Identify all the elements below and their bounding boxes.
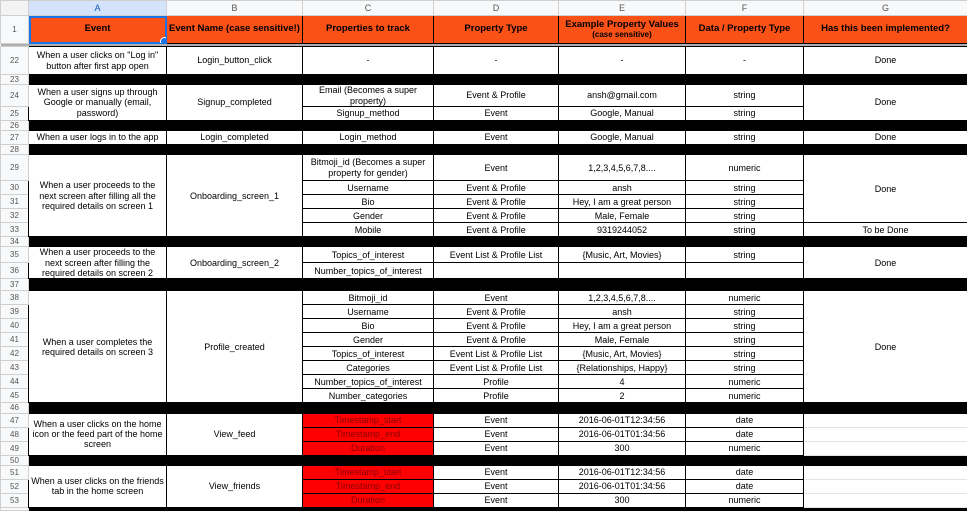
row-header-32[interactable]: 32	[1, 209, 29, 223]
cell-D39[interactable]: Event & Profile	[434, 305, 559, 319]
cell-E27[interactable]: Google, Manual	[559, 131, 686, 145]
cell-E24[interactable]: ansh@gmail.com	[559, 85, 686, 107]
row-header-48[interactable]: 48	[1, 427, 29, 441]
cell-B22[interactable]: Login_button_click	[167, 47, 303, 75]
header-cell-E[interactable]	[559, 16, 686, 44]
cell-C47[interactable]: Timestamp_start	[303, 413, 434, 427]
table-row	[1, 237, 967, 247]
row-header-36[interactable]: 36	[1, 263, 29, 279]
cell-C30[interactable]: Username	[303, 181, 434, 195]
cell-E31[interactable]: Hey, I am a great person	[559, 195, 686, 209]
cell-E38[interactable]: 1,2,3,4,5,6,7,8....	[559, 291, 686, 305]
column-header-C[interactable]: C	[303, 1, 434, 16]
cell-D45[interactable]: Profile	[434, 389, 559, 403]
cell-D25[interactable]: Event	[434, 106, 559, 120]
cell-C42[interactable]: Topics_of_interest	[303, 347, 434, 361]
cell-D40[interactable]: Event & Profile	[434, 319, 559, 333]
cell-B47[interactable]: View_feed	[167, 413, 303, 455]
header-cell-label: Property Type	[464, 23, 527, 34]
cell-F45[interactable]: numeric	[686, 389, 804, 403]
cell-F39[interactable]: string	[686, 305, 804, 319]
header-cell-label: Data / Property Type	[699, 23, 791, 34]
cell-D33[interactable]: Event & Profile	[434, 223, 559, 237]
column-header-F[interactable]: F	[686, 1, 804, 16]
row-header-23[interactable]: 23	[1, 75, 29, 85]
cell-A47[interactable]: When a user clicks on the home icon or the feed part of the home screen	[29, 413, 167, 455]
row-header-33[interactable]: 33	[1, 223, 29, 237]
cell-C25[interactable]: Signup_method	[303, 106, 434, 120]
cell-F44[interactable]: numeric	[686, 375, 804, 389]
row-header-47[interactable]: 47	[1, 413, 29, 427]
table-row	[1, 75, 967, 85]
cell-D52[interactable]: Event	[434, 479, 559, 493]
cell-G24[interactable]: Done	[804, 85, 967, 121]
cell-D51[interactable]: Event	[434, 465, 559, 479]
cell-F51[interactable]: date	[686, 465, 804, 479]
header-cell-label: Event	[85, 23, 111, 34]
cell-C49[interactable]: Duration	[303, 441, 434, 455]
cell-C45[interactable]: Number_categories	[303, 389, 434, 403]
cell-A22[interactable]: When a user clicks on "Log in" button after first app open	[29, 47, 167, 75]
row-header-1[interactable]: 1	[1, 16, 29, 44]
row-header-45[interactable]: 45	[1, 389, 29, 403]
table-row	[1, 247, 967, 263]
cell-D38[interactable]: Event	[434, 291, 559, 305]
column-header-D[interactable]: D	[434, 1, 559, 16]
cell-G22[interactable]: Done	[804, 47, 967, 75]
table-row	[1, 85, 967, 107]
row-header-25[interactable]: 25	[1, 106, 29, 120]
cell-C35[interactable]: Topics_of_interest	[303, 247, 434, 263]
header-cell-label: Has this been implemented?	[821, 23, 950, 34]
select-all-corner[interactable]	[1, 1, 29, 16]
table-row	[1, 403, 967, 413]
cell-B35[interactable]: Onboarding_screen_2	[167, 247, 303, 279]
table-row	[1, 291, 967, 305]
cell-B51[interactable]: View_friends	[167, 465, 303, 507]
table-row	[1, 455, 967, 465]
cell-E51[interactable]: 2016-06-01T12:34:56	[559, 465, 686, 479]
separator-row-bar[interactable]	[29, 279, 967, 291]
cell-F36[interactable]	[686, 263, 804, 279]
cell-G35[interactable]: Done	[804, 247, 967, 279]
cell-F27[interactable]: string	[686, 131, 804, 145]
cell-A27[interactable]: When a user logs in to the app	[29, 131, 167, 145]
cell-C53[interactable]: Duration	[303, 493, 434, 507]
cell-C38[interactable]: Bitmoji_id	[303, 291, 434, 305]
cell-F29[interactable]: numeric	[686, 155, 804, 181]
table-row	[1, 413, 967, 427]
cell-A38[interactable]: When a user completes the required details on screen 3	[29, 291, 167, 403]
row-header-53[interactable]: 53	[1, 493, 29, 507]
cell-E30[interactable]: ansh	[559, 181, 686, 195]
header-cell-B[interactable]	[167, 16, 303, 44]
table-row	[1, 155, 967, 181]
cell-E22[interactable]: -	[559, 47, 686, 75]
cell-D44[interactable]: Profile	[434, 375, 559, 389]
table-row	[1, 507, 967, 510]
cell-E43[interactable]: {Relationships, Happy}	[559, 361, 686, 375]
cell-F30[interactable]: string	[686, 181, 804, 195]
cell-E45[interactable]: 2	[559, 389, 686, 403]
cell-E35[interactable]: {Music, Art, Movies}	[559, 247, 686, 263]
cell-E33[interactable]: 9319244052	[559, 223, 686, 237]
cell-E32[interactable]: Male, Female	[559, 209, 686, 223]
cell-F48[interactable]: date	[686, 427, 804, 441]
row-header-40[interactable]: 40	[1, 319, 29, 333]
cell-A51[interactable]: When a user clicks on the friends tab in the home screen	[29, 465, 167, 507]
cell-D48[interactable]: Event	[434, 427, 559, 441]
table-row	[1, 131, 967, 145]
cell-G47[interactable]	[804, 413, 967, 427]
cell-B24[interactable]: Signup_completed	[167, 85, 303, 121]
row-header-37[interactable]: 37	[1, 279, 29, 291]
row-header-43[interactable]: 43	[1, 361, 29, 375]
header-cell-C[interactable]	[303, 16, 434, 44]
cell-F24[interactable]: string	[686, 85, 804, 107]
cell-E25[interactable]: Google, Manual	[559, 106, 686, 120]
fill-handle[interactable]	[160, 37, 167, 44]
cell-E29[interactable]: 1,2,3,4,5,6,7,8....	[559, 155, 686, 181]
cell-B29[interactable]: Onboarding_screen_1	[167, 155, 303, 237]
cell-D30[interactable]: Event & Profile	[434, 181, 559, 195]
column-header-A[interactable]: A	[29, 1, 167, 16]
header-cell-label: Event Name (case sensitive!)	[169, 23, 300, 34]
cell-D32[interactable]: Event & Profile	[434, 209, 559, 223]
cell-D27[interactable]: Event	[434, 131, 559, 145]
cell-E42[interactable]: {Music, Art, Movies}	[559, 347, 686, 361]
cell-D36[interactable]	[434, 263, 559, 279]
separator-row-bar[interactable]	[29, 403, 967, 413]
row-header-27[interactable]: 27	[1, 131, 29, 145]
table-row	[1, 120, 967, 130]
row-header-28[interactable]: 28	[1, 145, 29, 155]
column-header-E[interactable]: E	[559, 1, 686, 16]
cell-G52[interactable]	[804, 479, 967, 493]
cell-E47[interactable]: 2016-06-01T12:34:56	[559, 413, 686, 427]
table-row	[1, 145, 967, 155]
row-header-30[interactable]: 30	[1, 181, 29, 195]
cell-F35[interactable]: string	[686, 247, 804, 263]
column-header-G[interactable]: G	[804, 1, 967, 16]
row-header-46[interactable]: 46	[1, 403, 29, 413]
cell-D43[interactable]: Event List & Profile List	[434, 361, 559, 375]
cell-F31[interactable]: string	[686, 195, 804, 209]
cell-D49[interactable]: Event	[434, 441, 559, 455]
cell-G38[interactable]: Done	[804, 291, 967, 403]
cell-E36[interactable]	[559, 263, 686, 279]
separator-row-bar[interactable]	[29, 237, 967, 247]
cell-A29[interactable]: When a user proceeds to the next screen after filling all the required details on screen 1	[29, 155, 167, 237]
cell-F52[interactable]: date	[686, 479, 804, 493]
cell-C40[interactable]: Bio	[303, 319, 434, 333]
row-header-35[interactable]: 35	[1, 247, 29, 263]
cell-C29[interactable]: Bitmoji_id (Becomes a super property for gender)	[303, 155, 434, 181]
cell-F25[interactable]: string	[686, 106, 804, 120]
cell-C24[interactable]: Email (Becomes a super property)	[303, 85, 434, 107]
cell-B38[interactable]: Profile_created	[167, 291, 303, 403]
row-header-38[interactable]: 38	[1, 291, 29, 305]
row-header-42[interactable]: 42	[1, 347, 29, 361]
column-header-B[interactable]: B	[167, 1, 303, 16]
cell-G29[interactable]: Done	[804, 155, 967, 223]
separator-row-bar[interactable]	[29, 507, 967, 510]
row-header-31[interactable]: 31	[1, 195, 29, 209]
cell-F32[interactable]: string	[686, 209, 804, 223]
cell-C27[interactable]: Login_method	[303, 131, 434, 145]
cell-C22[interactable]: -	[303, 47, 434, 75]
row-header-34[interactable]: 34	[1, 237, 29, 247]
row-header-41[interactable]: 41	[1, 333, 29, 347]
cell-E48[interactable]: 2016-06-01T01:34:56	[559, 427, 686, 441]
cell-D22[interactable]: -	[434, 47, 559, 75]
cell-C52[interactable]: Timestamp_end	[303, 479, 434, 493]
row-header-52[interactable]: 52	[1, 479, 29, 493]
cell-F22[interactable]: -	[686, 47, 804, 75]
row-header-51[interactable]: 51	[1, 465, 29, 479]
cell-D24[interactable]: Event & Profile	[434, 85, 559, 107]
cell-G33[interactable]: To be Done	[804, 223, 967, 237]
table-row	[1, 465, 967, 479]
cell-C31[interactable]: Bio	[303, 195, 434, 209]
cell-C41[interactable]: Gender	[303, 333, 434, 347]
cell-E53[interactable]: 300	[559, 493, 686, 507]
cell-F33[interactable]: string	[686, 223, 804, 237]
header-cell-A[interactable]	[29, 16, 167, 44]
row-header-22[interactable]: 22	[1, 47, 29, 75]
row-header-50[interactable]: 50	[1, 455, 29, 465]
cell-C48[interactable]: Timestamp_end	[303, 427, 434, 441]
cell-A24[interactable]: When a user signs up through Google or manually (email, password)	[29, 85, 167, 121]
row-header-end[interactable]	[1, 507, 29, 510]
separator-row-bar[interactable]	[29, 145, 967, 155]
row-header-39[interactable]: 39	[1, 305, 29, 319]
cell-A35[interactable]: When a user proceeds to the next screen after filling the required details on screen 2	[29, 247, 167, 279]
cell-F41[interactable]: string	[686, 333, 804, 347]
cell-E41[interactable]: Male, Female	[559, 333, 686, 347]
cell-F42[interactable]: string	[686, 347, 804, 361]
separator-row-bar[interactable]	[29, 120, 967, 130]
cell-D41[interactable]: Event & Profile	[434, 333, 559, 347]
cell-G27[interactable]: Done	[804, 131, 967, 145]
cell-F38[interactable]: numeric	[686, 291, 804, 305]
cell-G48[interactable]	[804, 427, 967, 441]
row-header-29[interactable]: 29	[1, 155, 29, 181]
cell-G49[interactable]	[804, 441, 967, 455]
row-header-49[interactable]: 49	[1, 441, 29, 455]
cell-E39[interactable]: ansh	[559, 305, 686, 319]
row-header-44[interactable]: 44	[1, 375, 29, 389]
separator-row-bar[interactable]	[29, 75, 967, 85]
row-header-26[interactable]: 26	[1, 120, 29, 130]
header-cell-label: Example Property Values	[565, 19, 679, 30]
table-row	[1, 47, 967, 75]
cell-C39[interactable]: Username	[303, 305, 434, 319]
cell-C33[interactable]: Mobile	[303, 223, 434, 237]
header-subtext: (case sensitive)	[561, 31, 683, 39]
cell-C32[interactable]: Gender	[303, 209, 434, 223]
separator-row-bar[interactable]	[29, 455, 967, 465]
cell-E49[interactable]: 300	[559, 441, 686, 455]
cell-E52[interactable]: 2016-06-01T01:34:56	[559, 479, 686, 493]
row-header-24[interactable]: 24	[1, 85, 29, 107]
cell-C51[interactable]: Timestamp_start	[303, 465, 434, 479]
cell-F49[interactable]: numeric	[686, 441, 804, 455]
cell-E44[interactable]: 4	[559, 375, 686, 389]
cell-F53[interactable]: numeric	[686, 493, 804, 507]
cell-C43[interactable]: Categories	[303, 361, 434, 375]
cell-B27[interactable]: Login_completed	[167, 131, 303, 145]
header-cell-D[interactable]	[434, 16, 559, 44]
cell-C36[interactable]: Number_topics_of_interest	[303, 263, 434, 279]
cell-C44[interactable]: Number_topics_of_interest	[303, 375, 434, 389]
cell-D42[interactable]: Event List & Profile List	[434, 347, 559, 361]
cell-D47[interactable]: Event	[434, 413, 559, 427]
cell-G51[interactable]	[804, 465, 967, 479]
cell-F47[interactable]: date	[686, 413, 804, 427]
cell-D35[interactable]: Event List & Profile List	[434, 247, 559, 263]
cell-E40[interactable]: Hey, I am a great person	[559, 319, 686, 333]
header-cell-G[interactable]	[804, 16, 967, 44]
table-row	[1, 279, 967, 291]
cell-F40[interactable]: string	[686, 319, 804, 333]
cell-D53[interactable]: Event	[434, 493, 559, 507]
cell-G53[interactable]	[804, 493, 967, 507]
cell-D31[interactable]: Event & Profile	[434, 195, 559, 209]
cell-F43[interactable]: string	[686, 361, 804, 375]
header-cell-F[interactable]	[686, 16, 804, 44]
header-cell-label: Properties to track	[326, 23, 410, 34]
cell-D29[interactable]: Event	[434, 155, 559, 181]
